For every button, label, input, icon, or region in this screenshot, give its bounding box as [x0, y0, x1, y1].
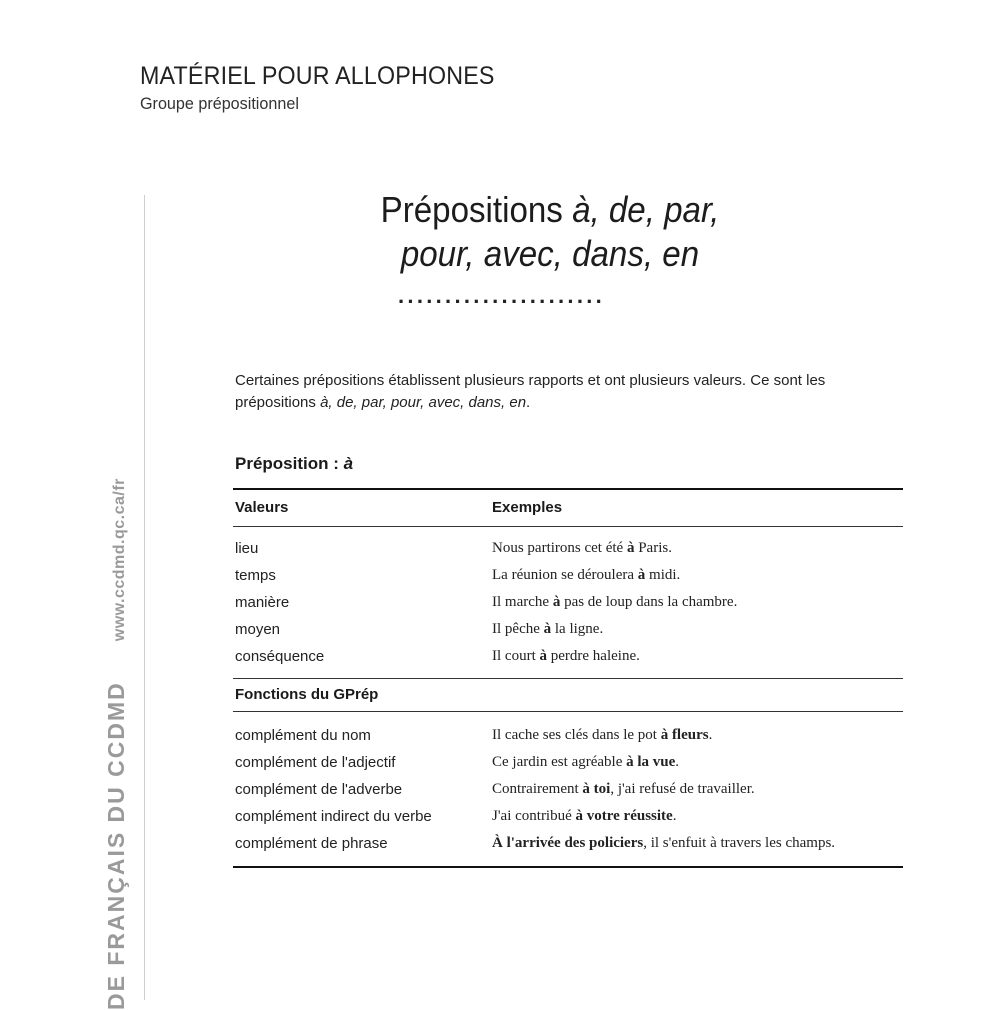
- row-example: [492, 803, 676, 830]
- row-label: manière: [235, 594, 290, 611]
- table-row: [233, 562, 903, 589]
- row-example: [492, 776, 755, 803]
- row-label: complément indirect du verbe: [235, 808, 432, 825]
- example-post: midi.: [645, 567, 681, 583]
- example-preposition: à fleurs: [660, 727, 709, 743]
- example-post: .: [675, 754, 680, 770]
- example-post: , j'ai refusé de travailler.: [610, 781, 755, 797]
- document-series-title: MATÉRIEL POUR ALLOPHONES: [140, 62, 495, 90]
- section-preposition: à: [343, 454, 354, 473]
- title-prefix: Prépositions: [380, 189, 573, 230]
- table-row: [233, 589, 903, 616]
- example-post: la ligne.: [551, 621, 604, 637]
- sidebar-watermark: [103, 478, 130, 1010]
- example-pre: Il pêche: [492, 621, 544, 637]
- example-preposition: à: [637, 567, 646, 583]
- row-example: [492, 722, 712, 749]
- sidebar-divider: [144, 195, 145, 1000]
- row-label: complément de phrase: [235, 835, 388, 852]
- title-dotted-underline: ......................: [398, 283, 606, 308]
- fonctions-header-row: [233, 679, 903, 711]
- column-header-valeurs: Valeurs: [235, 499, 289, 516]
- example-post: .: [672, 808, 677, 824]
- fonctions-list: [233, 722, 903, 857]
- row-example: [492, 830, 835, 857]
- example-preposition: à votre réussite: [575, 808, 673, 824]
- example-post: Paris.: [634, 540, 672, 556]
- intro-text: Certaines prépositions établissent plusieurs rapports et ont plusieurs valeurs. Ce sont les prépositions: [235, 372, 826, 411]
- example-preposition: à: [552, 594, 561, 610]
- row-label: lieu: [235, 540, 259, 557]
- table-row: [233, 535, 903, 562]
- example-pre: J'ai contribué: [492, 808, 576, 824]
- example-post: , il s'enfuit à travers les champs.: [643, 835, 836, 851]
- document-subtitle: Groupe prépositionnel: [140, 94, 299, 113]
- section-heading: [235, 454, 353, 474]
- row-label: complément de l'adverbe: [235, 781, 403, 798]
- example-pre: Il court: [492, 648, 540, 664]
- intro-paragraph: [235, 370, 905, 414]
- title-italic-1: à, de, par,: [572, 189, 720, 230]
- example-post: perdre haleine.: [546, 648, 640, 664]
- column-header-exemples: Exemples: [492, 499, 563, 516]
- example-pre: Ce jardin est agréable: [492, 754, 627, 770]
- example-preposition: à: [543, 621, 552, 637]
- example-pre: Il marche: [492, 594, 553, 610]
- table-row: [233, 749, 903, 776]
- example-post: .: [708, 727, 713, 743]
- row-example: [492, 562, 680, 589]
- publisher-text: DE FRANÇAIS DU CCDMD: [103, 681, 129, 1010]
- example-post: pas de loup dans la chambre.: [560, 594, 738, 610]
- section-label: Préposition :: [235, 454, 344, 473]
- row-label: complément du nom: [235, 727, 371, 744]
- example-pre: Il cache ses clés dans le pot: [492, 727, 661, 743]
- intro-italic-list: à, de, par, pour, avec, dans, en: [320, 394, 527, 411]
- row-label: temps: [235, 567, 276, 584]
- row-example: [492, 749, 679, 776]
- publisher-url: www.ccdmd.qc.ca/fr: [111, 478, 128, 642]
- table-row: [233, 830, 903, 857]
- fonctions-heading: Fonctions du GPrép: [235, 686, 379, 703]
- values-list: [233, 535, 903, 670]
- table-row: [233, 722, 903, 749]
- title-italic-2: pour, avec, dans, en: [400, 233, 700, 274]
- row-example: [492, 616, 603, 643]
- example-preposition: à toi: [582, 781, 611, 797]
- example-pre: Nous partirons cet été: [492, 540, 627, 556]
- row-label: moyen: [235, 621, 281, 638]
- row-example: [492, 589, 737, 616]
- row-label: complément de l'adjectif: [235, 754, 396, 771]
- table-header-row: [233, 490, 903, 526]
- example-preposition: à: [626, 540, 635, 556]
- example-pre: La réunion se déroulera: [492, 567, 638, 583]
- example-preposition: à la vue: [626, 754, 676, 770]
- table-row: [233, 643, 903, 670]
- example-preposition: À l'arrivée des policiers: [492, 835, 644, 851]
- example-pre: Contrairement: [492, 781, 583, 797]
- row-example: [492, 535, 672, 562]
- table-row: [233, 776, 903, 803]
- row-example: [492, 643, 640, 670]
- page-title: [320, 188, 780, 276]
- table-row: [233, 803, 903, 830]
- row-label: conséquence: [235, 648, 325, 665]
- table-bottom-rule: [233, 866, 903, 868]
- example-preposition: à: [539, 648, 547, 664]
- values-table: [233, 488, 903, 868]
- page-header: [140, 62, 521, 114]
- intro-end: .: [526, 394, 531, 411]
- table-row: [233, 616, 903, 643]
